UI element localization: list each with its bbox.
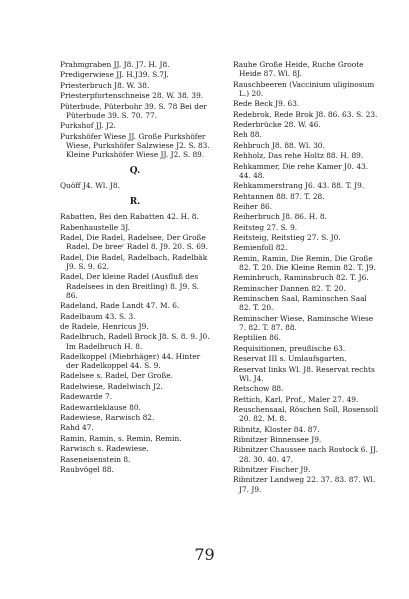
index-entry: Rehholz, Das rehe Holtz 88. H. 89.	[233, 151, 364, 161]
index-entry: Reiher 86.	[233, 201, 273, 211]
index-entry: Ribnitz, Kloster 84. 87.	[233, 424, 320, 434]
index-entry: Reminschen Saal, Raminschen Saal 82. T. 20.	[233, 294, 367, 313]
index-entry: Rauschbeeren (Vaccinium uliginosum L.) 20.	[233, 79, 375, 98]
index-entry: Quöff J4. Wl. J8.	[60, 181, 120, 191]
index-entry: Priesterpfortenschneise 28. W. 38. 39.	[60, 91, 204, 101]
index-entry: Requisitionen, preußische 63.	[233, 343, 346, 353]
index-entry: de Radele, Henricus J9.	[60, 321, 149, 331]
index-entry: Reservat III s. Umlaufsgarten.	[233, 354, 347, 364]
left-column	[60, 60, 210, 475]
index-entry: Radeland, Rade Landt 47. M. 6.	[60, 301, 180, 311]
index-entry: Radelkoppel (Miebrhäger) 44. Hinter der Radelkoppel 44. S. 9.	[60, 351, 201, 371]
page-number: 79	[194, 545, 215, 564]
index-entry: Radel, Die Radel, Radelsee, Der Große Radel, De breeʳ Radel 8. J9. 20. S. 69.	[60, 233, 208, 252]
index-entry: Rehbruch J8. 88. Wl. 30.	[233, 140, 325, 150]
index-entry: Rede Beck J9. 63.	[233, 99, 300, 109]
index-entry: Rauhe Große Heide, Ruche Groote Heide 87. Wl. 8J.	[233, 60, 364, 79]
index-entry: Ribnitzer Landweg 22. 37. 83. 87. Wl. J7. J9.	[233, 475, 376, 494]
index-entry: Püterbude, Püterbohr 39. S. 78 Bei der Püterbude 39. S. 70. 77.	[60, 101, 207, 120]
index-entry: Reptilien 86.	[233, 333, 281, 343]
index-entry: Reminbruch, Raminsbruch 82. T. J6.	[233, 273, 369, 283]
index-entry: Radel, Der kleine Radel (Ausfluß des Radelsees in den Breitling) 8. J9. S. 86.	[60, 272, 200, 300]
index-entry: Remienfoll 82.	[233, 243, 288, 253]
index-entry: Radelbruch, Radell Brock J8. S. 8. 9. J0. Im Radelbruch H. 8.	[60, 332, 210, 351]
index-entry: Reitsteg 27. S. 9.	[233, 222, 298, 232]
index-entry: Reminscher Dannen 82. T. 20.	[233, 283, 346, 293]
index-entry: Reiherbruch J8. 86. H. 8.	[233, 212, 327, 222]
index-entry: Rahd 47.	[60, 423, 94, 433]
index-entry: Rabenhaustelle 3J.	[60, 222, 130, 232]
index-entry: Retschow 88.	[233, 384, 284, 394]
index-entry: Radewardeklause 80.	[60, 402, 141, 412]
index-entry: Radel, Die Radel, Radelbach, Radelbäk J9. S. 9. 62.	[60, 252, 208, 271]
right-column	[233, 60, 379, 495]
section-letter: Q.	[129, 166, 141, 177]
index-entry: Rederbrücke 28. W. 46.	[233, 119, 321, 129]
index-entry: Purkshöfer Wiese JJ. Große Purkshöfer Wiese, Purkshöfer Salzwiese J2. S. 83. Kleine Purkshöfer Wiese JJ. J2. S. 89.	[60, 131, 210, 159]
index-entry: Radelsee s. Radel, Der Große.	[60, 371, 174, 381]
index-entry: Prahmgraben JJ. J8. J7. H. J8.	[60, 60, 170, 69]
index-entry: Raseneisenstein 8.	[60, 454, 131, 464]
index-entry: Predigerwiese JJ. H.J39. S.7J.	[60, 70, 169, 80]
index-entry: Rabatten, Bei den Rabatten 42. H. 8.	[60, 212, 199, 222]
section-letter: R.	[129, 197, 141, 208]
index-entry: Ramin, Ramin, s. Remin, Remin.	[60, 433, 182, 443]
index-entry: Remin, Ramin, Die Remin, Die Große 82. T. 20. Die Kleine Remin 82. T. J9.	[233, 253, 376, 273]
index-entry: Reh 88.	[233, 130, 262, 140]
index-entry: Ribnitzer Binnensee J9.	[233, 434, 322, 444]
index-entry: Purkshof JJ. J2.	[60, 121, 116, 131]
index-entry: Radewiese, Rarwisch 82.	[60, 413, 155, 423]
index-entry: Radelbaum 43. S. 3.	[60, 311, 136, 321]
index-entry: Ribnitzer Chaussee nach Rostock 6. JJ. 28. 30. 40. 47.	[233, 445, 378, 464]
index-entry: Raubvögel 88.	[60, 465, 114, 474]
index-entry: Rehtannen 88. 87. T. 28.	[233, 191, 325, 201]
index-entry: Redebrok, Rede Brok J8. 86. 63. S. 23.	[233, 109, 378, 119]
index-entry: Radewarde 7.	[60, 392, 113, 402]
index-entry: Reservat links Wl. J8. Reservat rechts Wl. J4.	[233, 364, 375, 383]
index-entry: Rettich, Karl, Prof., Maler 27. 49.	[233, 394, 359, 404]
index-entry: Reitsteig, Reitstieg 27. S. J0.	[233, 233, 341, 243]
index-entry: Reminscher Wiese, Raminsche Wiese 7. 82. T. 87. 88.	[233, 313, 374, 333]
index-entry: Reuschensaal, Röschen Soll, Rosensoll 20. 82. M. 8.	[233, 404, 379, 424]
index-entry: Ribnitzer Fischer J9.	[233, 464, 311, 474]
index-entry: Radelwiese, Radelwisch J2.	[60, 381, 163, 391]
index-entry: Rehkammer, Die rehe Kamer J0. 43. 44. 48.	[233, 161, 369, 180]
index-entry: Rarwisch s. Radewiese.	[60, 444, 149, 454]
index-entry: Priesterbruch J8. W. 38.	[60, 80, 150, 90]
index-entry: Rehkammerstrang J6. 43. 88. T. J9.	[233, 181, 365, 191]
